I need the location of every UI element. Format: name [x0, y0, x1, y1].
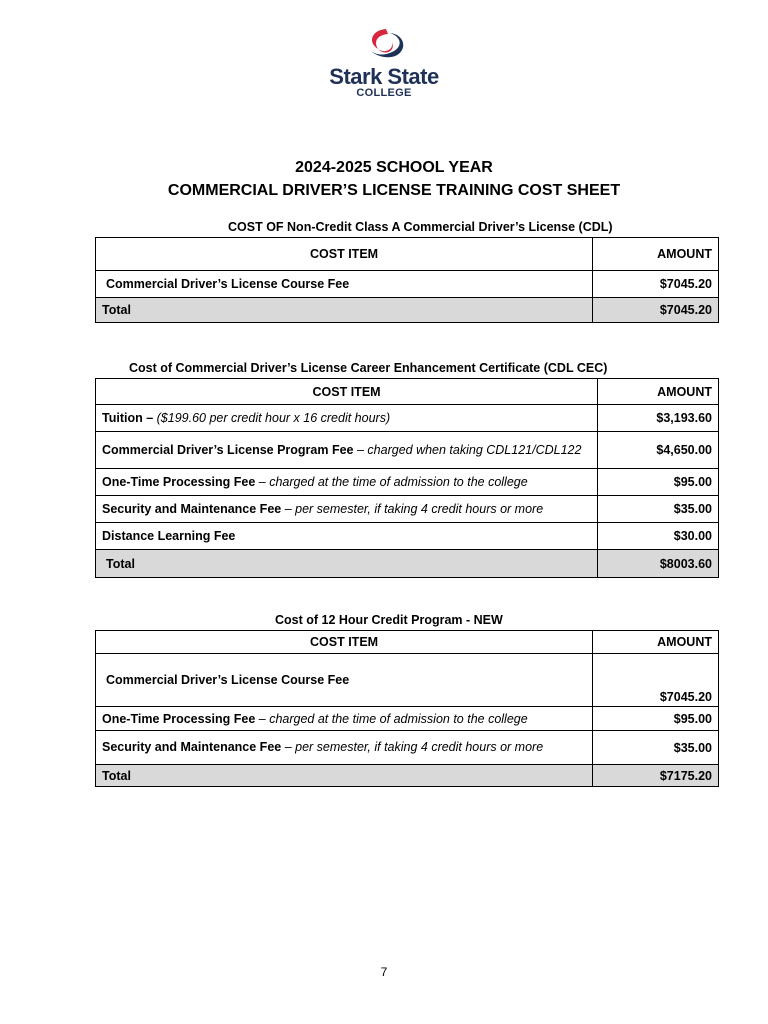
page-title-year: 2024-2025 SCHOOL YEAR	[295, 159, 493, 176]
cost-item-note: – charged at the time of admission to the college	[258, 711, 528, 726]
total-label: Total	[96, 298, 593, 323]
cost-item	[96, 523, 598, 550]
table-header-row	[96, 631, 719, 654]
table1-caption: COST OF Non-Credit Class A Commercial Driver’s License (CDL)	[228, 220, 613, 234]
table-row	[96, 707, 719, 731]
cost-amount: $35.00	[598, 496, 719, 523]
cost-item	[96, 707, 593, 731]
column-header-amount: AMOUNT	[593, 238, 719, 271]
table-row	[96, 432, 719, 469]
logo-subtitle: COLLEGE	[356, 87, 412, 99]
table-header-row	[96, 238, 719, 271]
cost-item	[96, 432, 598, 469]
cost-item-label: Tuition –	[102, 411, 154, 425]
cost-item	[96, 731, 593, 765]
college-logo	[0, 28, 768, 99]
cost-item-label: Distance Learning Fee	[102, 529, 236, 543]
cost-amount: $7045.20	[593, 271, 719, 298]
column-header-amount: AMOUNT	[593, 631, 719, 654]
table-row	[96, 496, 719, 523]
cost-item-label: One-Time Processing Fee	[102, 475, 256, 489]
cdl-cost-table	[95, 237, 719, 323]
cost-item	[96, 496, 598, 523]
cost-amount: $95.00	[593, 707, 719, 731]
cost-item-label: One-Time Processing Fee	[102, 711, 256, 726]
table-row	[96, 271, 719, 298]
cost-item: Commercial Driver’s License Course Fee	[96, 271, 593, 298]
table3-caption: Cost of 12 Hour Credit Program - NEW	[275, 613, 503, 627]
total-label: Total	[96, 550, 598, 578]
total-row	[96, 550, 719, 578]
cost-item	[96, 469, 598, 496]
cost-item-note: – per semester, if taking 4 credit hours or more	[284, 502, 544, 516]
table-header-row	[96, 379, 719, 405]
cost-amount: $30.00	[598, 523, 719, 550]
table-row	[96, 654, 719, 707]
table-row	[96, 405, 719, 432]
cost-item-label: Commercial Driver’s License Program Fee	[102, 443, 354, 457]
column-header-item: COST ITEM	[96, 631, 593, 654]
table2-caption: Cost of Commercial Driver’s License Career Enhancement Certificate (CDL CEC)	[129, 361, 608, 375]
cdl-cec-cost-table	[95, 378, 719, 578]
cost-item-label: Security and Maintenance Fee	[102, 740, 282, 754]
total-amount: $8003.60	[598, 550, 719, 578]
cost-amount: $4,650.00	[598, 432, 719, 469]
total-row	[96, 765, 719, 787]
table-row	[96, 469, 719, 496]
cost-item-note: – charged when taking CDL121/CDL122	[357, 443, 582, 457]
table-row	[96, 523, 719, 550]
cost-item-label: Security and Maintenance Fee	[102, 502, 282, 516]
cost-amount: $7045.20	[593, 654, 719, 707]
total-amount: $7175.20	[593, 765, 719, 787]
page-title: COMMERCIAL DRIVER’S LICENSE TRAINING COST SHEET	[167, 182, 621, 199]
cost-item-note: – per semester, if taking 4 credit hours or more	[284, 740, 544, 754]
cost-amount: $3,193.60	[598, 405, 719, 432]
cost-amount: $95.00	[598, 469, 719, 496]
cost-item	[96, 405, 598, 432]
table-row	[96, 731, 719, 765]
column-header-item: COST ITEM	[96, 238, 593, 271]
cost-item: Commercial Driver’s License Course Fee	[96, 654, 593, 707]
column-header-item: COST ITEM	[96, 379, 598, 405]
column-header-amount: AMOUNT	[598, 379, 719, 405]
cost-amount: $35.00	[593, 731, 719, 765]
total-row	[96, 298, 719, 323]
cost-item-note: – charged at the time of admission to the college	[258, 475, 528, 489]
stark-state-logo-icon	[362, 28, 406, 64]
page-number: 7	[380, 965, 388, 979]
total-amount: $7045.20	[593, 298, 719, 323]
total-label: Total	[96, 765, 593, 787]
credit-program-cost-table	[95, 630, 719, 787]
cost-item-note: ($199.60 per credit hour x 16 credit hours)	[156, 411, 391, 425]
logo-wordmark: Stark State	[329, 64, 439, 89]
